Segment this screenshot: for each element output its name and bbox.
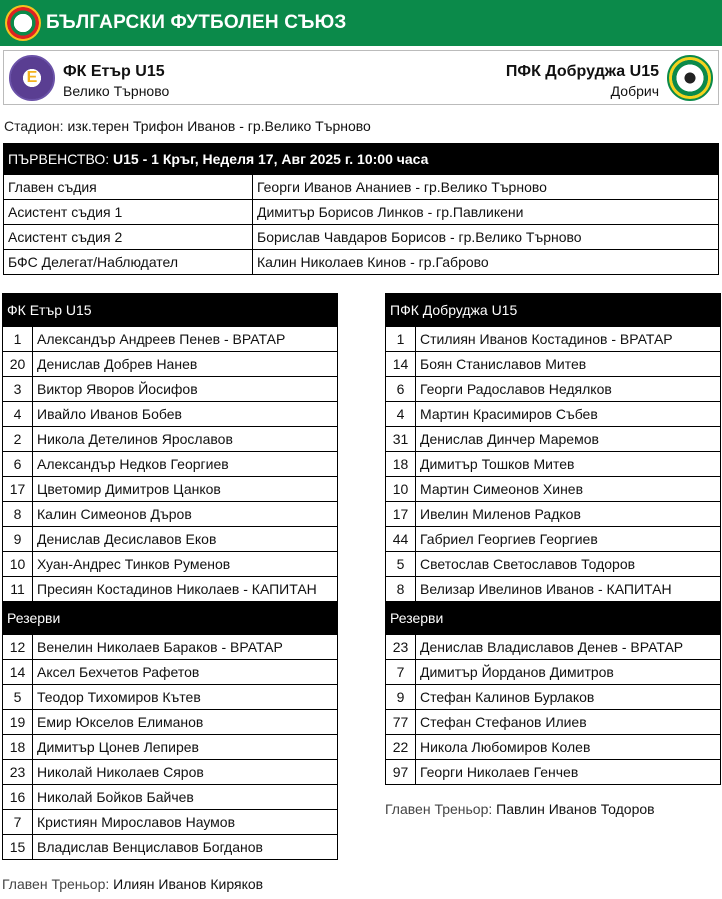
player-row bbox=[386, 760, 721, 785]
player-row bbox=[386, 527, 721, 552]
player-row bbox=[3, 835, 338, 860]
player-number: 23 bbox=[3, 760, 33, 785]
player-name[interactable]: Хуан-Андрес Тинков Руменов bbox=[33, 552, 338, 577]
match-info-table bbox=[3, 143, 719, 275]
player-number: 16 bbox=[3, 785, 33, 810]
player-number: 31 bbox=[386, 427, 416, 452]
away-coach bbox=[385, 801, 655, 817]
official-role: Асистент съдия 2 bbox=[4, 225, 253, 250]
stadium-label: Стадион: bbox=[4, 118, 64, 134]
player-name[interactable]: Венелин Николаев Бараков - ВРАТАР bbox=[33, 635, 338, 660]
away-lineup-table bbox=[385, 293, 721, 785]
player-number: 12 bbox=[3, 635, 33, 660]
lineup-section-title: ФК Етър U15 bbox=[3, 294, 338, 327]
official-row bbox=[4, 175, 719, 200]
player-name[interactable]: Георги Радославов Недялков bbox=[416, 377, 721, 402]
player-name[interactable]: Светослав Светославов Тодоров bbox=[416, 552, 721, 577]
player-number: 77 bbox=[386, 710, 416, 735]
player-row bbox=[3, 502, 338, 527]
official-name: Димитър Борисов Линков - гр.Павликени bbox=[253, 200, 719, 225]
home-coach bbox=[2, 876, 263, 892]
player-number: 44 bbox=[386, 527, 416, 552]
player-name[interactable]: Никола Любомиров Колев bbox=[416, 735, 721, 760]
lineup-section-title: Резерви bbox=[3, 602, 338, 635]
player-row bbox=[3, 635, 338, 660]
player-row bbox=[386, 735, 721, 760]
official-role: Асистент съдия 1 bbox=[4, 200, 253, 225]
player-name[interactable]: Аксел Бехчетов Рафетов bbox=[33, 660, 338, 685]
player-number: 22 bbox=[386, 735, 416, 760]
away-team-city: Добрич bbox=[610, 83, 659, 99]
player-number: 9 bbox=[3, 527, 33, 552]
player-number: 18 bbox=[3, 735, 33, 760]
home-lineup-table bbox=[2, 293, 338, 860]
player-number: 23 bbox=[386, 635, 416, 660]
player-number: 10 bbox=[3, 552, 33, 577]
player-row bbox=[3, 527, 338, 552]
player-row bbox=[3, 377, 338, 402]
player-name[interactable]: Пресиян Костадинов Николаев - КАПИТАН bbox=[33, 577, 338, 602]
player-row bbox=[386, 577, 721, 602]
player-row bbox=[3, 427, 338, 452]
player-row bbox=[3, 685, 338, 710]
player-name[interactable]: Александър Недков Георгиев bbox=[33, 452, 338, 477]
player-number: 4 bbox=[386, 402, 416, 427]
player-row bbox=[386, 552, 721, 577]
lineup-section-title: Резерви bbox=[386, 602, 721, 635]
player-row bbox=[386, 452, 721, 477]
official-row bbox=[4, 250, 719, 275]
coach-name: Павлин Иванов Тодоров bbox=[496, 801, 655, 817]
player-number: 1 bbox=[3, 327, 33, 352]
page-header bbox=[0, 0, 722, 46]
official-row bbox=[4, 200, 719, 225]
player-row bbox=[386, 502, 721, 527]
player-row bbox=[3, 327, 338, 352]
player-name[interactable]: Ивайло Иванов Бобев bbox=[33, 402, 338, 427]
match-label: ПЪРВЕНСТВО: bbox=[8, 151, 110, 167]
player-row bbox=[386, 477, 721, 502]
player-row bbox=[3, 760, 338, 785]
lineup-section-title: ПФК Добруджа U15 bbox=[386, 294, 721, 327]
away-team-logo bbox=[667, 55, 713, 101]
player-number: 15 bbox=[3, 835, 33, 860]
player-name[interactable]: Георги Николаев Генчев bbox=[416, 760, 721, 785]
player-row bbox=[3, 477, 338, 502]
coach-label: Главен Треньор: bbox=[385, 801, 493, 817]
player-name[interactable]: Денислав Десиславов Еков bbox=[33, 527, 338, 552]
player-name[interactable]: Стефан Калинов Бурлаков bbox=[416, 685, 721, 710]
player-row bbox=[386, 377, 721, 402]
player-row bbox=[3, 710, 338, 735]
official-name: Георги Иванов Ананиев - гр.Велико Търново bbox=[253, 175, 719, 200]
player-number: 19 bbox=[3, 710, 33, 735]
player-row bbox=[386, 327, 721, 352]
player-row bbox=[386, 635, 721, 660]
player-row bbox=[3, 785, 338, 810]
teams-panel bbox=[3, 50, 719, 105]
player-number: 8 bbox=[386, 577, 416, 602]
player-name[interactable]: Димитър Тошков Митев bbox=[416, 452, 721, 477]
coach-name: Илиян Иванов Киряков bbox=[113, 876, 264, 892]
player-number: 18 bbox=[386, 452, 416, 477]
player-name[interactable]: Велизар Ивелинов Иванов - КАПИТАН bbox=[416, 577, 721, 602]
player-row bbox=[386, 710, 721, 735]
match-info-header bbox=[4, 144, 719, 175]
official-role: Главен съдия bbox=[4, 175, 253, 200]
player-number: 5 bbox=[3, 685, 33, 710]
player-number: 1 bbox=[386, 327, 416, 352]
player-name[interactable]: Габриел Георгиев Георгиев bbox=[416, 527, 721, 552]
stadium-line bbox=[4, 118, 371, 134]
player-number: 6 bbox=[386, 377, 416, 402]
player-row bbox=[3, 452, 338, 477]
official-name: Борислав Чавдаров Борисов - гр.Велико Търново bbox=[253, 225, 719, 250]
player-number: 17 bbox=[386, 502, 416, 527]
player-name[interactable]: Калин Симеонов Дъров bbox=[33, 502, 338, 527]
player-name[interactable]: Николай Бойков Байчев bbox=[33, 785, 338, 810]
player-row bbox=[3, 552, 338, 577]
player-name[interactable]: Теодор Тихомиров Кътев bbox=[33, 685, 338, 710]
player-row bbox=[386, 402, 721, 427]
player-row bbox=[3, 735, 338, 760]
official-name: Калин Николаев Кинов - гр.Габрово bbox=[253, 250, 719, 275]
player-number: 7 bbox=[3, 810, 33, 835]
home-logo-letter: Е bbox=[26, 69, 38, 86]
player-row bbox=[3, 660, 338, 685]
stadium-value: изк.терен Трифон Иванов - гр.Велико Търново bbox=[67, 118, 371, 134]
player-number: 4 bbox=[3, 402, 33, 427]
player-name[interactable]: Кристиян Мирославов Наумов bbox=[33, 810, 338, 835]
home-team-name[interactable]: ФК Етър U15 bbox=[63, 63, 165, 80]
player-number: 10 bbox=[386, 477, 416, 502]
player-name[interactable]: Боян Станиславов Митев bbox=[416, 352, 721, 377]
match-info-cell bbox=[4, 144, 719, 175]
player-number: 9 bbox=[386, 685, 416, 710]
player-number: 8 bbox=[3, 502, 33, 527]
player-number: 20 bbox=[3, 352, 33, 377]
player-name[interactable]: Цветомир Димитров Цанков bbox=[33, 477, 338, 502]
player-name[interactable]: Денислав Добрев Нанев bbox=[33, 352, 338, 377]
player-row bbox=[3, 402, 338, 427]
player-number: 5 bbox=[386, 552, 416, 577]
player-row bbox=[386, 660, 721, 685]
player-name[interactable]: Виктор Яворов Йосифов bbox=[33, 377, 338, 402]
player-name[interactable]: Николай Николаев Сяров bbox=[33, 760, 338, 785]
official-role: БФС Делегат/Наблюдател bbox=[4, 250, 253, 275]
player-number: 3 bbox=[3, 377, 33, 402]
player-number: 14 bbox=[386, 352, 416, 377]
player-name[interactable]: Ивелин Миленов Радков bbox=[416, 502, 721, 527]
player-name[interactable]: Емир Юкселов Елиманов bbox=[33, 710, 338, 735]
player-name[interactable]: Александър Андреев Пенев - ВРАТАР bbox=[33, 327, 338, 352]
player-name[interactable]: Стилиян Иванов Костадинов - ВРАТАР bbox=[416, 327, 721, 352]
player-name[interactable]: Димитър Йорданов Димитров bbox=[416, 660, 721, 685]
lineup-section-header bbox=[3, 602, 338, 635]
player-number: 97 bbox=[386, 760, 416, 785]
away-team-name[interactable]: ПФК Добруджа U15 bbox=[505, 63, 659, 80]
player-number: 17 bbox=[3, 477, 33, 502]
player-name[interactable]: Димитър Цонев Лепирев bbox=[33, 735, 338, 760]
home-team-logo bbox=[9, 55, 55, 101]
lineup-section-header bbox=[386, 294, 721, 327]
player-name[interactable]: Денислав Динчер Маремов bbox=[416, 427, 721, 452]
player-row bbox=[386, 352, 721, 377]
player-number: 2 bbox=[3, 427, 33, 452]
coach-label: Главен Треньор: bbox=[2, 876, 110, 892]
page-title: БЪЛГАРСКИ ФУТБОЛЕН СЪЮЗ bbox=[46, 12, 347, 33]
player-name[interactable]: Мартин Красимиров Събев bbox=[416, 402, 721, 427]
player-name[interactable]: Стефан Стефанов Илиев bbox=[416, 710, 721, 735]
player-row bbox=[3, 810, 338, 835]
player-name[interactable]: Никола Детелинов Ярославов bbox=[33, 427, 338, 452]
lineup-section-header bbox=[3, 294, 338, 327]
player-row bbox=[3, 352, 338, 377]
player-number: 11 bbox=[3, 577, 33, 602]
player-name[interactable]: Владислав Венциславов Богданов bbox=[33, 835, 338, 860]
player-number: 6 bbox=[3, 452, 33, 477]
home-team-city: Велико Търново bbox=[63, 83, 170, 99]
match-value: U15 - 1 Кръг, Неделя 17, Авг 2025 г. 10:00 часа bbox=[113, 151, 429, 167]
bfs-logo bbox=[5, 5, 41, 41]
player-number: 14 bbox=[3, 660, 33, 685]
player-row bbox=[3, 577, 338, 602]
player-number: 7 bbox=[386, 660, 416, 685]
player-row bbox=[386, 427, 721, 452]
player-name[interactable]: Денислав Владиславов Денев - ВРАТАР bbox=[416, 635, 721, 660]
official-row bbox=[4, 225, 719, 250]
player-row bbox=[386, 685, 721, 710]
player-name[interactable]: Мартин Симеонов Хинев bbox=[416, 477, 721, 502]
lineup-section-header bbox=[386, 602, 721, 635]
